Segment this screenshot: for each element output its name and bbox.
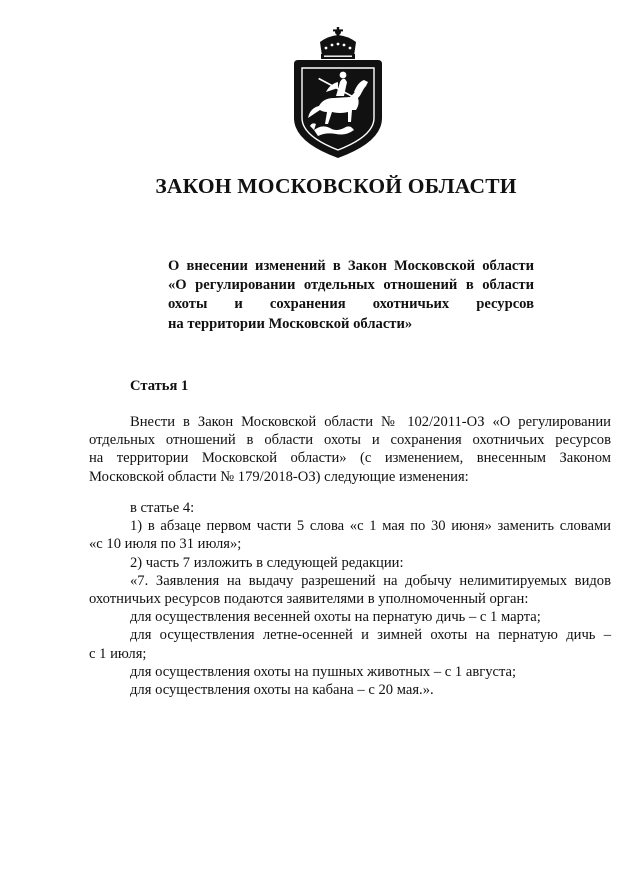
paragraph-line: Внести в Закон Московской области № 102/2011-ОЗ «О регулировании <box>130 414 611 430</box>
amendments-list <box>89 499 611 699</box>
paragraph-line: Московской области № 179/2018-ОЗ) следующие изменения: <box>89 468 469 485</box>
article-heading: Статья 1 <box>130 378 189 394</box>
amendment-line: в статье 4: <box>130 500 195 516</box>
coat-of-arms-emblem <box>288 26 388 160</box>
article-paragraph <box>89 413 611 486</box>
document-title: ЗАКОН МОСКОВСКОЙ ОБЛАСТИ <box>155 174 517 198</box>
paragraph-line: отдельных отношений в области охоты и сохранения охотничьих ресурсов <box>89 432 611 449</box>
subtitle-line: «О регулировании отдельных отношений в области <box>168 277 534 294</box>
amendment-line: с 1 июля; <box>89 645 147 662</box>
document-subtitle <box>168 257 534 334</box>
amendment-line: 1) в абзаце первом части 5 слова «с 1 мая по 30 июня» заменить словами <box>130 518 611 535</box>
amendment-line: для осуществления охоты на кабана – с 20 мая.». <box>130 682 434 699</box>
subtitle-line: О внесении изменений в Закон Московской области <box>168 258 534 274</box>
amendment-line: «7. Заявления на выдачу разрешений на добычу нелимитируемых видов <box>130 572 611 589</box>
amendment-line: 2) часть 7 изложить в следующей редакции: <box>130 554 404 571</box>
subtitle-line: охоты и сохранения охотничьих ресурсов <box>168 296 534 313</box>
paragraph-line: на территории Московской области» (с изменением, внесенным Законом <box>89 450 611 467</box>
amendment-line: охотничьих ресурсов подаются заявителями в уполномоченный орган: <box>89 591 529 608</box>
amendment-line: «с 10 июля по 31 июля»; <box>89 536 242 553</box>
amendment-line: для осуществления охоты на пушных животных – с 1 августа; <box>130 663 517 680</box>
amendment-line: для осуществления летне-осенней и зимней охоты на пернатую дичь – <box>130 627 611 644</box>
subtitle-line: на территории Московской области» <box>168 315 413 332</box>
amendment-line: для осуществления весенней охоты на пернатую дичь – с 1 марта; <box>130 609 541 626</box>
